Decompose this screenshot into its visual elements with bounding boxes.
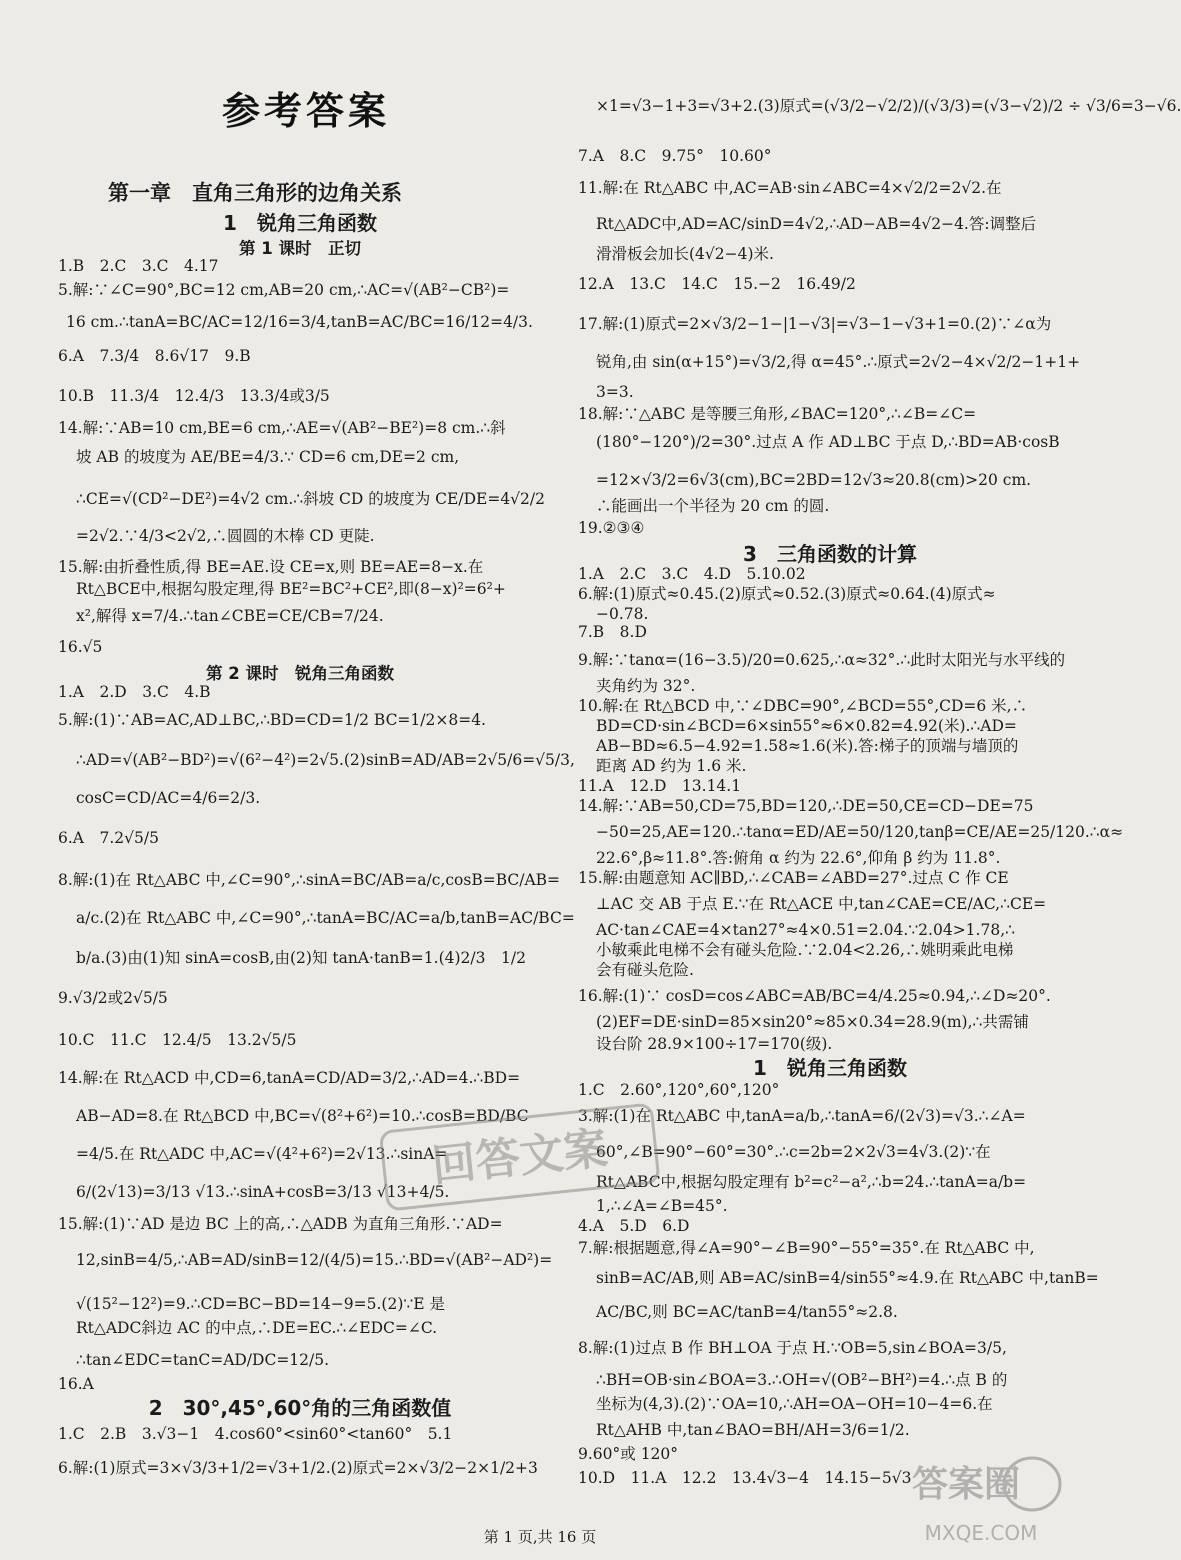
answer-line: 14.解:∵AB=50,CD=75,BD=120,∴DE=50,CE=CD−DE=75 <box>578 797 1034 815</box>
answer-line: 16.√5 <box>58 638 103 656</box>
answer-line: 9.60°或 120° <box>578 1445 679 1463</box>
section-heading-review: 1 锐角三角函数 <box>753 1056 907 1080</box>
answer-line: 滑滑板会加长(4√2−4)米. <box>596 245 774 263</box>
page-footer: 第 1 页,共 16 页 <box>483 1528 597 1546</box>
answer-line: ⊥AC 交 AB 于点 E.∵在 Rt△ACE 中,tan∠CAE=CE/AC,∴CE= <box>596 895 1047 913</box>
answer-line: 17.解:(1)原式=2×√3/2−1−|1−√3|=√3−1−√3+1=0.(2)∵∠α为 <box>578 315 1052 333</box>
answer-line: √(15²−12²)=9.∴CD=BC−BD=14−9=5.(2)∵E 是 <box>76 1295 445 1313</box>
answer-line: 8.解:(1)在 Rt△ABC 中,∠C=90°,∴sinA=BC/AB=a/c,cosB=BC/AB= <box>58 871 561 889</box>
answer-line: ∴tan∠EDC=tanC=AD/DC=12/5. <box>76 1351 330 1369</box>
answer-line: 18.解:∵△ABC 是等腰三角形,∠BAC=120°,∴∠B=∠C= <box>578 405 977 423</box>
answer-line: 22.6°,β≈11.8°.答:俯角 α 约为 22.6°,仰角 β 约为 11.8°. <box>596 849 1001 867</box>
answer-line: =4/5.在 Rt△ADC 中,AC=√(4²+6²)=2√13.∴sinA= <box>76 1145 448 1163</box>
answer-line: 1.A 2.D 3.C 4.B <box>58 683 211 701</box>
answer-line: 会有碰头危险. <box>596 961 694 979</box>
answer-line: ∴BH=OB·sin∠BOA=3.∴OH=√(OB²−BH²)=4.∴点 B 的 <box>596 1371 1008 1389</box>
answer-line: ∴AD=√(AB²−BD²)=√(6²−4²)=2√5.(2)sinB=AD/AB=2√5/6=√5/3, <box>76 751 575 769</box>
answer-line: 1,∴∠A=∠B=45°. <box>596 1197 728 1215</box>
answer-line: 19.②③④ <box>578 519 645 537</box>
answer-line: 11.解:在 Rt△ABC 中,AC=AB·sin∠ABC=4×√2/2=2√2.在 <box>578 179 1002 197</box>
answer-line: sinB=AC/AB,则 AB=AC/sinB=4/sin55°≈4.9.在 Rt△ABC 中,tanB= <box>596 1269 1099 1287</box>
section-heading-1: 1 锐角三角函数 <box>223 211 377 235</box>
answer-line: 4.A 5.D 6.D <box>578 1217 690 1235</box>
answer-line: 6.解:(1)原式≈0.45.(2)原式≈0.52.(3)原式≈0.64.(4)原式≈ <box>578 585 996 603</box>
answer-line: Rt△ADC斜边 AC 的中点,∴DE=EC.∴∠EDC=∠C. <box>76 1319 438 1337</box>
answer-line: Rt△ADC中,AD=AC/sinD=4√2,∴AD−AB=4√2−4.答:调整后 <box>596 215 1037 233</box>
answer-line: 15.解:(1)∵AD 是边 BC 上的高,∴△ADB 为直角三角形.∵AD= <box>58 1215 503 1233</box>
answer-line: 6.解:(1)原式=3×√3/3+1/2=√3+1/2.(2)原式=2×√3/2−2×1/2+3 <box>58 1459 538 1477</box>
answer-line: b/a.(3)由(1)知 sinA=cosB,由(2)知 tanA·tanB=1.(4)2/3 1/2 <box>76 949 526 967</box>
answer-line: x²,解得 x=7/4.∴tan∠CBE=CE/CB=7/24. <box>76 607 384 625</box>
answer-line: Rt△ABC中,根据勾股定理有 b²=c²−a²,∴b=24.∴tanA=a/b= <box>596 1173 1027 1191</box>
answer-line: ∴能画出一个半径为 20 cm 的圆. <box>596 497 830 515</box>
chapter-heading: 第一章 直角三角形的边角关系 <box>108 181 402 205</box>
answer-line: 7.解:根据题意,得∠A=90°−∠B=90°−55°=35°.在 Rt△ABC 中, <box>578 1239 1035 1257</box>
answer-line: 7.B 8.D <box>578 623 647 641</box>
lesson-heading-2: 第 2 课时 锐角三角函数 <box>206 664 394 683</box>
answer-line: 10.解:在 Rt△BCD 中,∵∠DBC=90°,∠BCD=55°,CD=6 米,∴ <box>578 697 1028 715</box>
answer-line: AB−AD=8.在 Rt△BCD 中,BC=√(8²+6²)=10.∴cosB=BD/BC <box>76 1107 529 1125</box>
answer-line: 1.B 2.C 3.C 4.17 <box>58 257 219 275</box>
answer-line: 16.解:(1)∵ cosD=cos∠ABC=AB/BC=4/4.25≈0.94,∴∠D≈20°. <box>578 987 1051 1005</box>
section-heading-2: 2 30°,45°,60°角的三角函数值 <box>148 1396 452 1420</box>
answer-line: (180°−120°)/2=30°.过点 A 作 AD⊥BC 于点 D,∴BD=AB·cosB <box>596 433 1060 451</box>
answer-line: 14.解:∵AB=10 cm,BE=6 cm,∴AE=√(AB²−BE²)=8 cm.∴斜 <box>58 419 506 437</box>
answer-line: BD=CD·sin∠BCD=6×sin55°≈6×0.82=4.92(米).∴AD= <box>596 717 1017 735</box>
answer-line: AC/BC,则 BC=AC/tanB=4/tan55°≈2.8. <box>596 1303 898 1321</box>
answer-line: a/c.(2)在 Rt△ABC 中,∠C=90°,∴tanA=BC/AC=a/b,tanB=AC/BC= <box>76 909 575 927</box>
answer-line: AB−BD≈6.5−4.92=1.58≈1.6(米).答:梯子的顶端与墙顶的 <box>596 737 1019 755</box>
answer-line: 锐角,由 sin(α+15°)=√3/2,得 α=45°.∴原式=2√2−4×√2/2−1+1+ <box>596 353 1081 371</box>
answer-line: 6.A 7.2√5/5 <box>58 829 159 847</box>
answer-line: 10.C 11.C 12.4/5 13.2√5/5 <box>58 1031 297 1049</box>
answer-line: 小敏乘此电梯不会有碰头危险.∵2.04<2.26,∴姚明乘此电梯 <box>596 941 1014 959</box>
answer-line: Rt△AHB 中,tan∠BAO=BH/AH=3/6=1/2. <box>596 1421 910 1439</box>
answer-line: 8.解:(1)过点 B 作 BH⊥OA 于点 H.∵OB=5,sin∠BOA=3/5, <box>578 1339 1007 1357</box>
answer-line: 16.A <box>58 1375 94 1393</box>
answer-line: (2)EF=DE·sinD=85×sin20°≈85×0.34=28.9(m),∴共需铺 <box>596 1013 1029 1031</box>
answer-line: 距离 AD 约为 1.6 米. <box>596 757 747 775</box>
answer-line: 3=3. <box>596 383 634 401</box>
answer-line: 1.C 2.B 3.√3−1 4.cos60°<sin60°<tan60° 5.1 <box>58 1425 453 1443</box>
answer-line: 设台阶 28.9×100÷17=170(级). <box>596 1035 833 1053</box>
answer-line: 15.解:由折叠性质,得 BE=AE.设 CE=x,则 BE=AE=8−x.在 <box>58 558 484 576</box>
answer-line: Rt△BCE中,根据勾股定理,得 BE²=BC²+CE²,即(8−x)²=6²+ <box>76 580 506 598</box>
answer-line: AC·tan∠CAE=4×tan27°≈4×0.51=2.04.∵2.04>1.78,∴ <box>596 921 1015 939</box>
answer-line: −50=25,AE=120.∴tanα=ED/AE=50/120,tanβ=CE/AE=25/120.∴α≈ <box>596 823 1124 841</box>
answer-line: 坡 AB 的坡度为 AE/BE=4/3.∵ CD=6 cm,DE=2 cm, <box>76 448 460 466</box>
answer-line: 12,sinB=4/5,∴AB=AD/sinB=12/(4/5)=15.∴BD=√(AB²−AD²)= <box>76 1251 553 1269</box>
answer-line: 5.解:(1)∵AB=AC,AD⊥BC,∴BD=CD=1/2 BC=1/2×8=4. <box>58 711 486 729</box>
answer-line: 坐标为(4,3).(2)∵OA=10,∴AH=OA−OH=10−4=6.在 <box>596 1395 993 1413</box>
page-title: 参考答案 <box>222 89 391 133</box>
svg-text:MXQE.COM: MXQE.COM <box>924 1521 1038 1545</box>
section-heading-3: 3 三角函数的计算 <box>743 542 917 566</box>
answer-line: 3.解:(1)在 Rt△ABC 中,tanA=a/b,∴tanA=6/(2√3)=√3.∴∠A= <box>578 1107 1026 1125</box>
answer-line: 1.A 2.C 3.C 4.D 5.10.02 <box>578 565 806 583</box>
answer-line: 12.A 13.C 14.C 15.−2 16.49/2 <box>578 275 856 293</box>
answer-line: 1.C 2.60°,120°,60°,120° <box>578 1081 780 1099</box>
answer-line: 10.D 11.A 12.2 13.4√3−4 14.15−5√3 <box>578 1469 912 1487</box>
answer-line: ×1=√3−1+3=√3+2.(3)原式=(√3/2−√2/2)/(√3/3)=(√3−√2)/2 ÷ √3/6=3−√6. <box>596 97 1181 115</box>
answer-line: =2√2.∵4/3<2√2,∴圆圆的木棒 CD 更陡. <box>76 527 375 545</box>
answer-line: 6/(2√13)=3/13 √13.∴sinA+cosB=3/13 √13+4/5. <box>76 1183 450 1201</box>
answer-line: 16 cm.∴tanA=BC/AC=12/16=3/4,tanB=AC/BC=16/12=4/3. <box>66 313 533 331</box>
answer-line: ∴CE=√(CD²−DE²)=4√2 cm.∴斜坡 CD 的坡度为 CE/DE=4√2/2 <box>76 490 545 508</box>
answer-line: 9.√3/2或2√5/5 <box>58 989 168 1007</box>
answer-line: 9.解:∵tanα=(16−3.5)/20=0.625,∴α≈32°.∴此时太阳光与水平线的 <box>578 651 1066 669</box>
answer-line: 15.解:由题意知 AC∥BD,∴∠CAB=∠ABD=27°.过点 C 作 CE <box>578 869 1009 887</box>
answer-line: 6.A 7.3/4 8.6√17 9.B <box>58 347 251 365</box>
answer-line: 夹角约为 32°. <box>596 677 696 695</box>
svg-text:答案圈: 答案圈 <box>911 1464 1021 1505</box>
svg-text:回答文案: 回答文案 <box>429 1122 610 1193</box>
answer-line: 14.解:在 Rt△ACD 中,CD=6,tanA=CD/AD=3/2,∴AD=4.∴BD= <box>58 1069 521 1087</box>
lesson-heading-1: 第 1 课时 正切 <box>239 239 361 258</box>
answer-line: 7.A 8.C 9.75° 10.60° <box>578 147 772 165</box>
answer-line: cosC=CD/AC=4/6=2/3. <box>76 789 261 807</box>
answer-line: 10.B 11.3/4 12.4/3 13.3/4或3/5 <box>58 387 330 405</box>
answer-line: 11.A 12.D 13.14.1 <box>578 777 742 795</box>
answer-line: −0.78. <box>596 605 649 623</box>
answer-line: 5.解:∵∠C=90°,BC=12 cm,AB=20 cm,∴AC=√(AB²−CB²)= <box>58 281 510 299</box>
answer-line: =12×√3/2=6√3(cm),BC=2BD=12√3≈20.8(cm)>20 cm. <box>596 471 1032 489</box>
answer-line: 60°,∠B=90°−60°=30°.∴c=2b=2×2√3=4√3.(2)∵在 <box>596 1143 991 1161</box>
